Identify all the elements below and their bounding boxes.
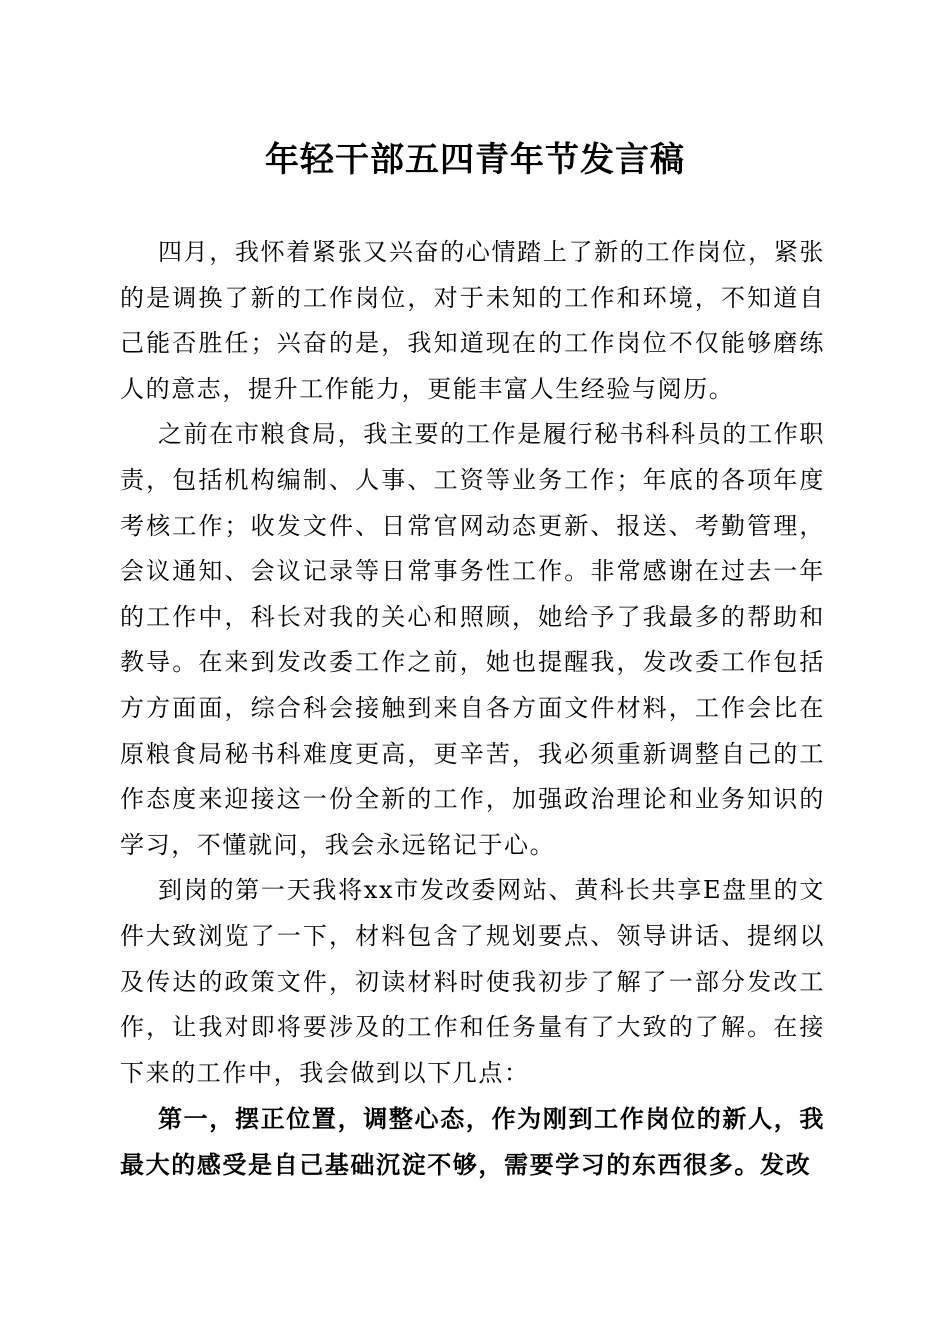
paragraph-first-day: 到岗的第一天我将xx市发改委网站、黄科长共享E盘里的文件大致浏览了一下，材料包含了规划要点、领导讲话、提纲以及传达的政策文件，初读材料时使我初步了解了一部分发改工作，让我对即将要涉及的工作和任务量有了大致的了解。在接下来的工作中，我会做到以下几点： bbox=[120, 876, 825, 1087]
paragraph-point-one: 第一，摆正位置，调整心态，作为刚到工作岗位的新人，我最大的感受是自己基础沉淀不够，需要学习的东西很多。发改 bbox=[120, 1104, 825, 1179]
paragraph-intro: 四月，我怀着紧张又兴奋的心情踏上了新的工作岗位，紧张的是调换了新的工作岗位，对于未知的工作和环境，不知道自己能否胜任；兴奋的是，我知道现在的工作岗位不仅能够磨练人的意志，提升工作能力，更能丰富人生经验与阅历。 bbox=[120, 238, 825, 403]
document-body bbox=[120, 230, 825, 1187]
document-title: 年轻干部五四青年节发言稿 bbox=[265, 140, 685, 180]
paragraph-previous-work: 之前在市粮食局，我主要的工作是履行秘书科科员的工作职责，包括机构编制、人事、工资等业务工作；年底的各项年度考核工作；收发文件、日常官网动态更新、报送、考勤管理，会议通知、会议记录等日常事务性工作。非常感谢在过去一年的工作中，科长对我的关心和照顾，她给予了我最多的帮助和教导。在来到发改委工作之前，她也提醒我，发改委工作包括方方面面，综合科会接触到来自各方面文件材料，工作会比在原粮食局秘书科难度更高，更辛苦，我必须重新调整自己的工作态度来迎接这一份全新的工作，加强政治理论和业务知识的学习，不懂就问，我会永远铭记于心。 bbox=[120, 420, 825, 859]
